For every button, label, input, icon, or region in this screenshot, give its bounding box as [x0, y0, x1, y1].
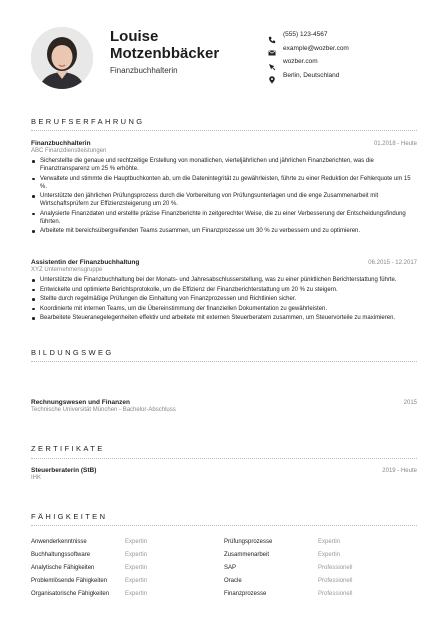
link-icon: [268, 58, 276, 66]
job-bullet: Entwickelte und optimierte Berichtsprotokolle, um die Effizienz der Finanzberichterstattung um 20 % zu steigern.: [40, 286, 417, 294]
section-title-experience: BERUFSERFAHRUNG: [31, 117, 145, 126]
skill-row: [31, 561, 417, 574]
job-bullet: Bearbeitete Steueranegelegenheiten effektiv und arbeitete mit externen Steuerberatern zusammen, um Steuervorteile zu maximieren.: [40, 314, 417, 322]
location-pin-icon: [268, 71, 276, 79]
section-title-education: BILDUNGSWEG: [31, 348, 114, 357]
job-dates: 06.2015 - 12.2017: [368, 260, 417, 266]
contact-list: [268, 28, 349, 82]
skill-level: Professionell: [318, 577, 353, 584]
skill-level: Expertin: [125, 577, 148, 584]
skill-name: Zusammenarbeit: [224, 551, 270, 558]
skill-level: Expertin: [318, 551, 341, 558]
section-title-certificates: ZERTIFIKATE: [31, 444, 105, 453]
skill-level: Professionell: [318, 564, 353, 571]
section-divider: [31, 130, 417, 131]
skill-name: Organisatorische Fähigkeiten: [31, 590, 110, 597]
education-entry: [31, 399, 417, 413]
skill-name: Analytische Fähigkeiten: [31, 564, 95, 571]
education-date: 2015: [403, 400, 417, 406]
skill-level: Expertin: [125, 564, 148, 571]
skills-table: [31, 535, 417, 600]
job-bullet: Koordinierte mit internen Teams, um die Übereinstimmung der finanziellen Dokumentation zu gewährleisten.: [40, 305, 417, 313]
email-icon: [268, 44, 276, 52]
job-bullet: Unterstützte die Finanzbuchhaltung bei der Monats- und Jahresabschlusserstellung, was zu einer pünktlichen Berichterstattung führte.: [40, 276, 417, 284]
contact-website-text[interactable]: wozber.com: [283, 58, 318, 66]
job-bullet: Stellte durch regelmäßige Prüfungen die Einhaltung von Finanzprozessen und Richtlinien sicher.: [40, 295, 417, 303]
skill-level: Professionell: [318, 590, 353, 597]
contact-phone-text: (555) 123-4567: [283, 31, 328, 39]
job-bullet: Sicherstellte die genaue und rechtzeitige Erstellung von monatlichen, vierteljährlichen und jährlichen Finanzberichten, was die Finanztransparenz um 25 % erhöhte.: [40, 157, 417, 173]
certificate-issuer: IHK: [31, 475, 42, 481]
job-bullets: [31, 276, 417, 322]
skill-level: Expertin: [125, 538, 148, 545]
skill-row: [31, 574, 417, 587]
certificate-date: 2019 - Heute: [382, 468, 417, 474]
skill-level: Expertin: [318, 538, 341, 545]
job-dates: 01.2018 - Heute: [373, 141, 417, 147]
skill-name: Prüfungsprozesse: [224, 538, 273, 545]
experience-entry: [31, 140, 417, 237]
skill-name: Problemlösende Fähigkeiten: [31, 577, 108, 584]
skill-name: Oracle: [224, 577, 242, 584]
job-bullet: Unterstützte den jährlichen Prüfungsprozess durch die Vorbereitung von Prüfungsunterlagen und die enge Zusammenarbeit mit Wirtschaftsprüfern zur Effizienzsteigerung um 20 %.: [40, 192, 417, 208]
skill-name: Finanzprozesse: [224, 590, 267, 597]
profile-photo: [31, 27, 93, 89]
skill-row: [31, 548, 417, 561]
skill-name: SAP: [224, 564, 237, 571]
candidate-name: Louise Motzenbbäcker: [110, 28, 220, 62]
certificate-name: Steuerberaterin (StB): [31, 467, 97, 474]
education-degree: Rechnungswesen und Finanzen: [31, 399, 130, 406]
section-divider: [31, 458, 417, 459]
contact-email[interactable]: [268, 42, 349, 56]
skill-row: [31, 535, 417, 548]
skill-level: Expertin: [125, 551, 148, 558]
contact-phone: [268, 28, 349, 42]
job-title: Assistentin der Finanzbuchhaltung: [31, 259, 140, 266]
section-title-skills: FÄHIGKEITEN: [31, 512, 108, 521]
job-bullet: Verwaltete und stimmte die Hauptbuchkonten ab, um die Datenintegrität zu gewährleisten, führte zu einer Reduktion der Fehlerquote um 15 %.: [40, 175, 417, 191]
skill-level: Expertin: [125, 590, 148, 597]
job-bullet: Arbeitete mit bereichsübergreifenden Teams zusammen, um Finanzprozesse um 30 % zu verbessern und zu optimieren.: [40, 227, 417, 235]
job-company: ABC Finanzdienstleistungen: [31, 148, 107, 154]
skill-name: Anwenderkenntnisse: [31, 538, 87, 545]
skill-row: [31, 587, 417, 600]
candidate-job-title: Finanzbuchhalterin: [110, 66, 178, 75]
job-company: XYZ Unternehmensgruppe: [31, 267, 103, 273]
job-bullet: Analysierte Finanzdaten und erstellte präzise Finanzberichte in zeitgerechter Weise, die zu einer Verbesserung der Entscheidungsfindung führten.: [40, 210, 417, 226]
job-title: Finanzbuchhalterin: [31, 140, 91, 147]
contact-website[interactable]: [268, 55, 349, 69]
section-divider: [31, 361, 417, 362]
contact-email-text[interactable]: example@wozber.com: [283, 44, 349, 52]
contact-location: [268, 69, 349, 83]
contact-location-text: Berlin, Deutschland: [283, 71, 340, 79]
certificate-entry: [31, 467, 417, 481]
skill-name: Buchhaltungssoftware: [31, 551, 91, 558]
job-bullets: [31, 157, 417, 235]
experience-entry: [31, 259, 417, 324]
education-school: Technische Universität München - Bachelor-Abschluss: [31, 407, 176, 413]
section-divider: [31, 525, 417, 526]
phone-icon: [268, 31, 276, 39]
